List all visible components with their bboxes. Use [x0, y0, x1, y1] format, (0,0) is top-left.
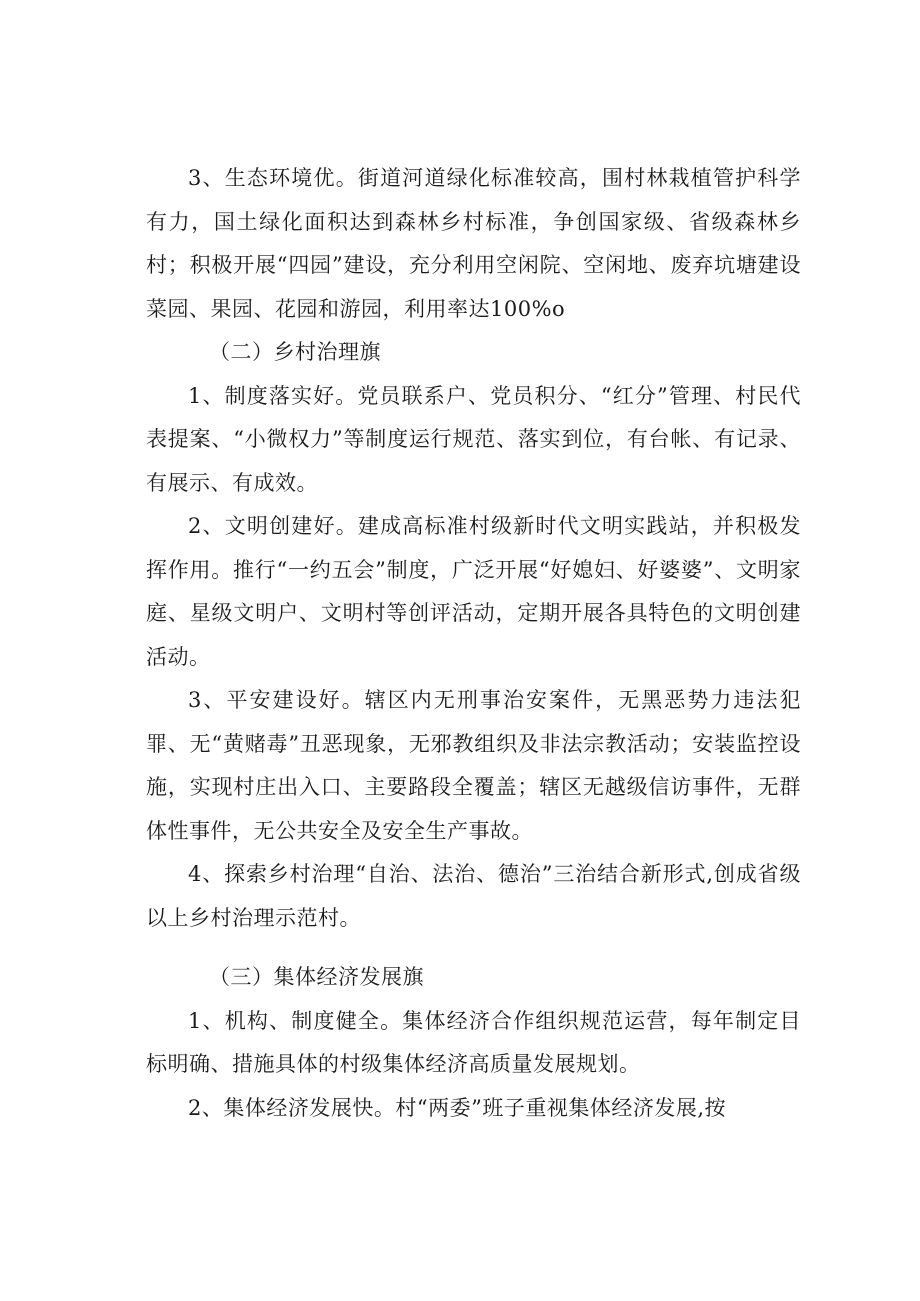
paragraph-economy-development: 2、集体经济发展快。村“两委”班子重视集体经济发展,按 [188, 1095, 727, 1120]
paragraph-governance-exploration: 4、探索乡村治理“自治、法治、德治”三治结合新形式,创成省级以上乡村治理示范村。 [146, 862, 801, 930]
paragraph-institution-system: 1、机构、制度健全。集体经济合作组织规范运营，每年制定目标明确、措施具体的村级集体经济高质量发展规划。 [146, 1008, 801, 1076]
paragraph-ecology: 3、生态环境优。街道河道绿化标准较高，围村林栽植管护科学有力，国土绿化面积达到森林乡村标准，争创国家级、省级森林乡村；积极开展“四园”建设，充分利用空闲院、空闲地、废弃坑塘建设菜园、果园、花园和游园，利用率达100%o [146, 166, 801, 321]
section-heading-collective-economy: （三）集体经济发展旗 [209, 965, 424, 989]
paragraph-system-implementation: 1、制度落实好。党员联系户、党员积分、“红分”管理、村民代表提案、“小微权力”等制度运行规范、落实到位，有台帐、有记录、有展示、有成效。 [146, 383, 801, 495]
document-body [146, 157, 801, 1130]
section-heading-rural-governance: （二）乡村治理旗 [209, 340, 381, 364]
paragraph-safety-building: 3、平安建设好。辖区内无刑事治安案件，无黑恶势力违法犯罪、无“黄赌毒”丑恶现象，无邪教组织及非法宗教活动；安装监控设施，实现村庄出入口、主要路段全覆盖；辖区无越级信访事件，无群体性事件，无公共安全及安全生产事故。 [146, 688, 801, 843]
paragraph-civilization-building: 2、文明创建好。建成高标准村级新时代文明实践站，并积极发挥作用。推行“一约五会”制度，广泛开展“好媳妇、好婆婆”、文明家庭、星级文明户、文明村等创评活动，定期开展各具特色的文明创建活动。 [146, 514, 801, 669]
